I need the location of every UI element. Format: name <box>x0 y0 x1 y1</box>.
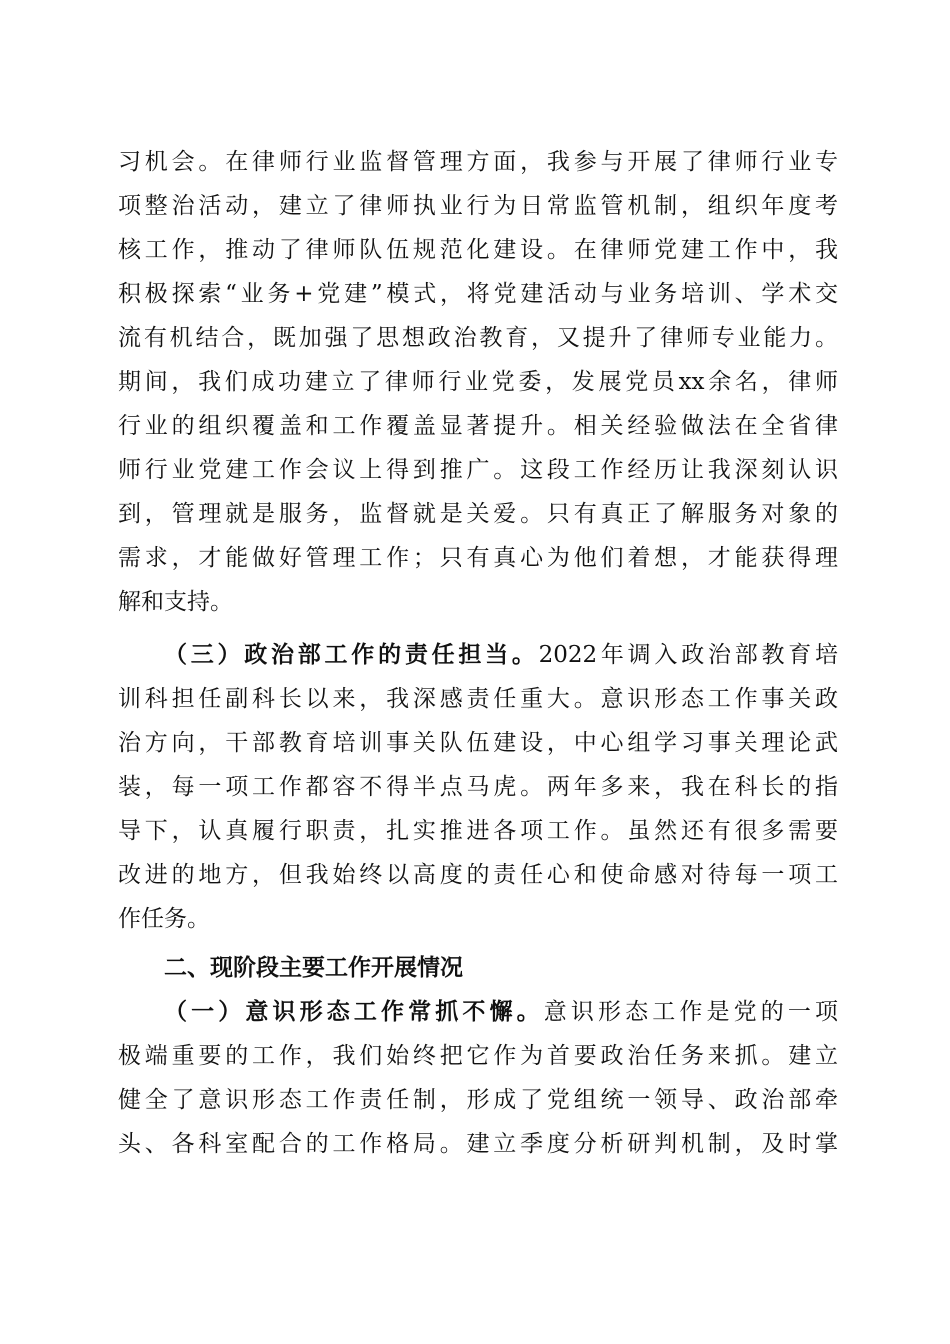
para1-line-9: 到，管理就是服务，监督就是关爱。只有真正了解服务对象的 <box>118 501 838 527</box>
para1-line-11: 解和支持。 <box>118 589 233 615</box>
para1-line-5: 流有机结合，既加强了思想政治教育，又提升了律师专业能力。 <box>118 325 838 351</box>
para3-subheading: （一）意识形态工作常抓不懈。 <box>164 999 544 1025</box>
para1-line-8: 师行业党建工作会议上得到推广。这段工作经历让我深刻认识 <box>118 457 838 483</box>
para1-line-4: 积极探索“业务+党建”模式，将党建活动与业务培训、学术交 <box>118 281 838 307</box>
para1-line-7: 行业的组织覆盖和工作覆盖显著提升。相关经验做法在全省律 <box>118 413 838 439</box>
para2-subheading: （三）政治部工作的责任担当。 <box>164 642 539 668</box>
para1-line-6: 期间，我们成功建立了律师行业党委，发展党员xx余名，律师 <box>118 369 838 395</box>
para1-line-2: 项整治活动，建立了律师执业行为日常监管机制，组织年度考 <box>118 193 838 219</box>
para3-line-3: 健全了意识形态工作责任制，形成了党组统一领导、政治部牵 <box>118 1087 838 1113</box>
para1-line-10: 需求，才能做好管理工作；只有真心为他们着想，才能获得理 <box>118 545 838 571</box>
para2-line-7: 作任务。 <box>118 906 210 932</box>
para1-line-1: 习机会。在律师行业监督管理方面，我参与开展了律师行业专 <box>118 149 838 175</box>
para3-first-line <box>164 990 838 1034</box>
para3-first-rest: 意识形态工作是党的一项 <box>543 999 838 1025</box>
para2-line-2: 训科担任副科长以来，我深感责任重大。意识形态工作事关政 <box>118 686 838 712</box>
para1-line-3: 核工作，推动了律师队伍规范化建设。在律师党建工作中，我 <box>118 237 838 263</box>
para2-line-5: 导下，认真履行职责，扎实推进各项工作。虽然还有很多需要 <box>118 818 838 844</box>
para2-line-6: 改进的地方，但我始终以高度的责任心和使命感对待每一项工 <box>118 862 838 888</box>
para2-line-3: 治方向，干部教育培训事关队伍建设，中心组学习事关理论武 <box>118 730 838 756</box>
para2-first-rest: 2022年调入政治部教育培 <box>538 642 838 668</box>
para2-line-4: 装，每一项工作都容不得半点马虎。两年多来，我在科长的指 <box>118 774 838 800</box>
para2-first-line <box>164 633 838 677</box>
section-heading: 二、现阶段主要工作开展情况 <box>164 955 463 981</box>
para3-line-2: 极端重要的工作，我们始终把它作为首要政治任务来抓。建立 <box>118 1043 838 1069</box>
para3-line-4: 头、各科室配合的工作格局。建立季度分析研判机制，及时掌 <box>118 1131 838 1157</box>
